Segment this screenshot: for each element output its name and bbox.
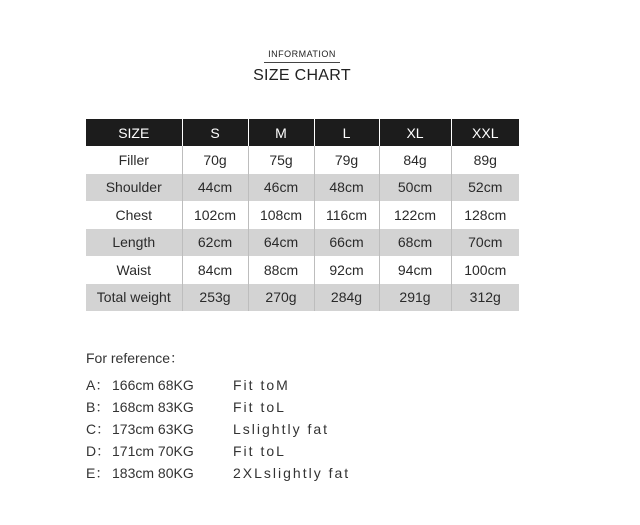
reference-measurement: 183cm 80KG: [112, 465, 194, 481]
table-cell: 44cm: [182, 174, 248, 202]
table-cell: 84cm: [182, 256, 248, 284]
reference-item: [86, 418, 350, 440]
table-cell: 48cm: [314, 174, 379, 202]
table-cell: 70g: [182, 146, 248, 174]
row-label: Chest: [86, 201, 182, 229]
table-cell: 108cm: [248, 201, 314, 229]
size-table: [86, 119, 519, 311]
row-label: Length: [86, 229, 182, 257]
table-cell: 66cm: [314, 229, 379, 257]
table-cell: 64cm: [248, 229, 314, 257]
table-row-shoulder: [86, 174, 519, 202]
table-cell: 75g: [248, 146, 314, 174]
table-cell: 100cm: [464, 261, 507, 278]
header-divider: [264, 62, 340, 63]
table-cell: 70cm: [451, 229, 519, 257]
table-cell: 253g: [182, 284, 248, 312]
table-row-length: [86, 229, 519, 257]
reference-measurement: 166cm 68KG: [112, 377, 194, 393]
reference-fit: Fit toL: [233, 399, 286, 415]
reference-item: [86, 396, 350, 418]
table-cell: 50cm: [379, 174, 451, 202]
reference-item: [86, 462, 350, 484]
reference-fit: Fit toL: [233, 443, 286, 459]
size-chart-header: [0, 48, 604, 86]
row-label: Waist: [86, 256, 182, 284]
reference-item: [86, 374, 350, 396]
reference-measurement: 173cm 63KG: [112, 421, 194, 437]
row-label: Filler: [86, 146, 182, 174]
column-header-size: SIZE: [86, 119, 182, 146]
table-cell: 62cm: [182, 229, 248, 257]
table-header-row: [86, 119, 519, 146]
row-label: Shoulder: [86, 174, 182, 202]
reference-title: For reference：: [86, 350, 185, 366]
table-cell: 291g: [379, 284, 451, 312]
row-label: Total weight: [86, 284, 182, 312]
table-cell: 92cm: [314, 256, 379, 284]
table-cell: 116cm: [314, 201, 379, 229]
reference-letter: A：: [86, 377, 110, 393]
table-cell: 52cm: [451, 174, 519, 202]
table-row-chest: [86, 201, 519, 229]
column-header-m: M: [248, 119, 314, 146]
column-header-l: L: [314, 119, 379, 146]
reference-fit: 2XLslightly fat: [233, 465, 351, 481]
table-cell: 89g: [473, 151, 497, 168]
column-header-s: S: [182, 119, 248, 146]
column-header-xl: XL: [379, 119, 451, 146]
reference-fit: Lslightly fat: [233, 421, 330, 437]
table-cell: 94cm: [379, 256, 451, 284]
table-cell: 68cm: [379, 229, 451, 257]
reference-letter: E：: [86, 465, 110, 481]
table-row-waist: [86, 256, 519, 284]
reference-fit: Fit toM: [233, 377, 290, 393]
reference-letter: D：: [86, 443, 111, 459]
table-row-filler: [86, 146, 519, 174]
table-cell: 284g: [314, 284, 379, 312]
size-chart-title: SIZE CHART: [253, 67, 351, 84]
table-cell: 312g: [451, 284, 519, 312]
reference-letter: C：: [86, 421, 111, 437]
table-cell: 79g: [314, 146, 379, 174]
column-header-xxl: XXL: [451, 119, 519, 146]
table-cell: 122cm: [379, 201, 451, 229]
table-cell: 84g: [379, 146, 451, 174]
table-cell: 88cm: [248, 256, 314, 284]
table-cell: 46cm: [248, 174, 314, 202]
reference-measurement: 171cm 70KG: [112, 443, 194, 459]
table-row-total-weight: [86, 284, 519, 312]
table-cell: 270g: [248, 284, 314, 312]
reference-section: [86, 348, 350, 484]
table-cell: 102cm: [182, 201, 248, 229]
information-label: INFORMATION: [268, 49, 336, 59]
reference-letter: B：: [86, 399, 110, 415]
reference-item: [86, 440, 350, 462]
reference-measurement: 168cm 83KG: [112, 399, 194, 415]
table-cell: 128cm: [464, 206, 507, 223]
